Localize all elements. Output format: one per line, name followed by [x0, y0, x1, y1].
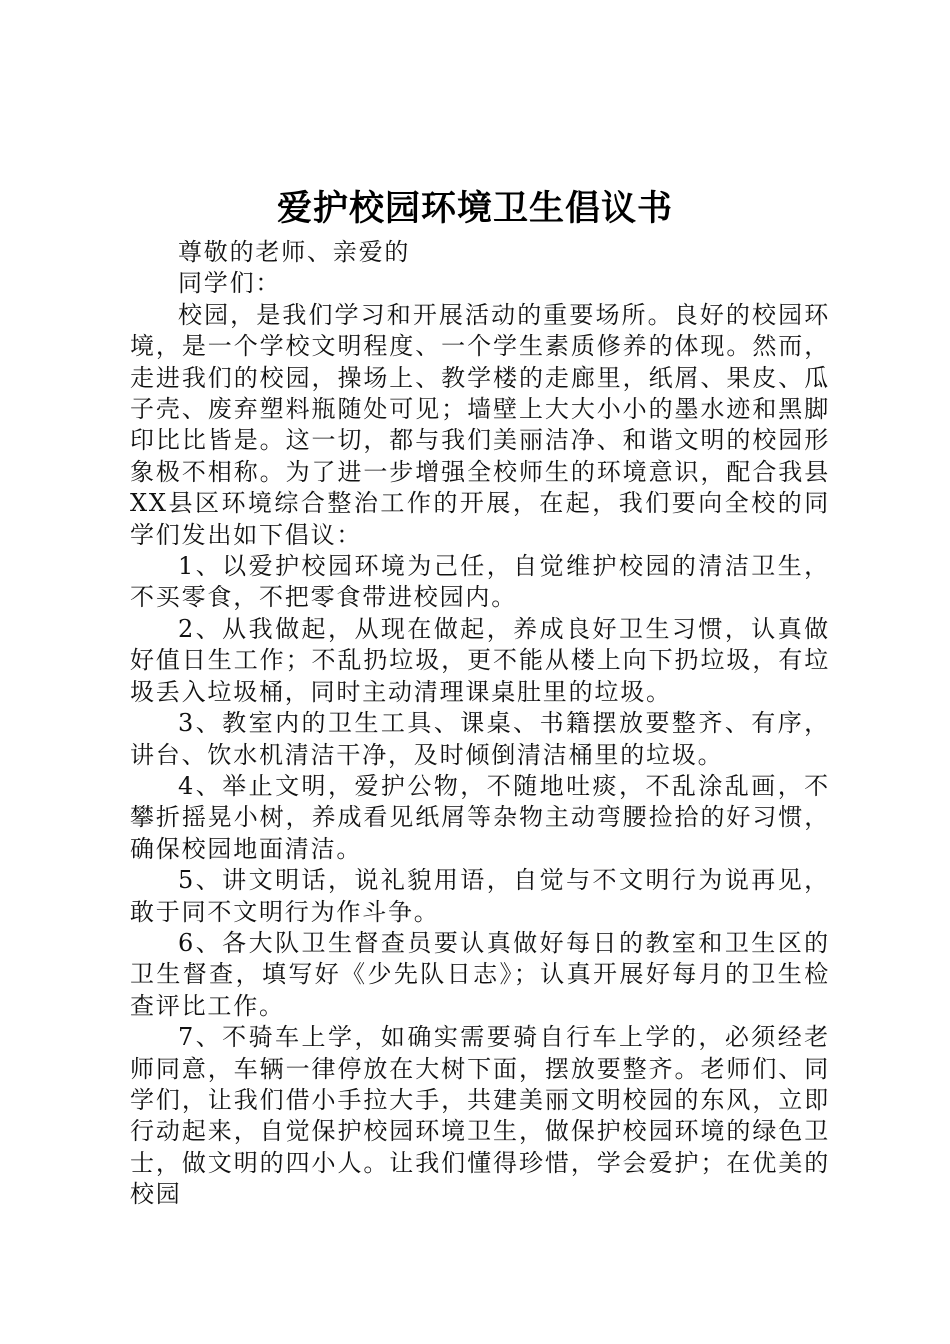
paragraph-item-4: 4、举止文明，爱护公物，不随地吐痰，不乱涂乱画，不攀折摇晃小树，养成看见纸屑等杂物主动弯腰捡拾的好习惯，确保校园地面清洁。 — [130, 771, 830, 863]
paragraph-item-5: 5、讲文明话，说礼貌用语，自觉与不文明行为说再见，敢于同不文明行为作斗争。 — [130, 866, 830, 926]
paragraph-item-6: 6、各大队卫生督查员要认真做好每日的教室和卫生区的卫生督查，填写好《少先队日志》；认真开展好每月的卫生检查评比工作。 — [130, 928, 830, 1020]
paragraph-item-7: 7、不骑车上学，如确实需要骑自行车上学的，必须经老师同意，车辆一律停放在大树下面，摆放要整齐。老师们、同学们，让我们借小手拉大手，共建美丽文明校园的东风，立即行动起来，自觉保护校园环境卫生，做保护校园环境的绿色卫士，做文明的四小人。让我们懂得珍惜，学会爱护；在优美的校园 — [130, 1023, 830, 1209]
paragraph-item-2: 2、从我做起，从现在做起，养成良好卫生习惯，认真做好值日生工作；不乱扔垃圾，更不能从楼上向下扔垃圾，有垃圾丢入垃圾桶，同时主动清理课桌肚里的垃圾。 — [130, 614, 830, 706]
salutation-line-2: 同学们： — [178, 269, 282, 298]
document-body — [130, 237, 830, 1211]
document-title: 爱护校园环境卫生倡议书 — [276, 188, 673, 229]
paragraph-intro: 校园，是我们学习和开展活动的重要场所。良好的校园环境，是一个学校文明程度、一个学生素质修养的体现。然而，走进我们的校园，操场上、教学楼的走廊里，纸屑、果皮、瓜子壳、废弃塑料瓶随处可见；墙壁上大大小小的墨水迹和黑脚印比比皆是。这一切，都与我们美丽洁净、和谐文明的校园形象极不相称。为了进一步增强全校师生的环境意识，配合我县XX县区环境综合整治工作的开展，在起，我们要向全校的同学们发出如下倡议： — [130, 300, 830, 549]
salutation-line-1: 尊敬的老师、亲爱的 — [178, 238, 411, 266]
paragraph-item-3: 3、教室内的卫生工具、课桌、书籍摆放要整齐、有序，讲台、饮水机清洁干净，及时倾倒清洁桶里的垃圾。 — [130, 709, 830, 769]
paragraph-item-1: 1、以爱护校园环境为己任，自觉维护校园的清洁卫生，不买零食，不把零食带进校园内。 — [130, 552, 830, 612]
